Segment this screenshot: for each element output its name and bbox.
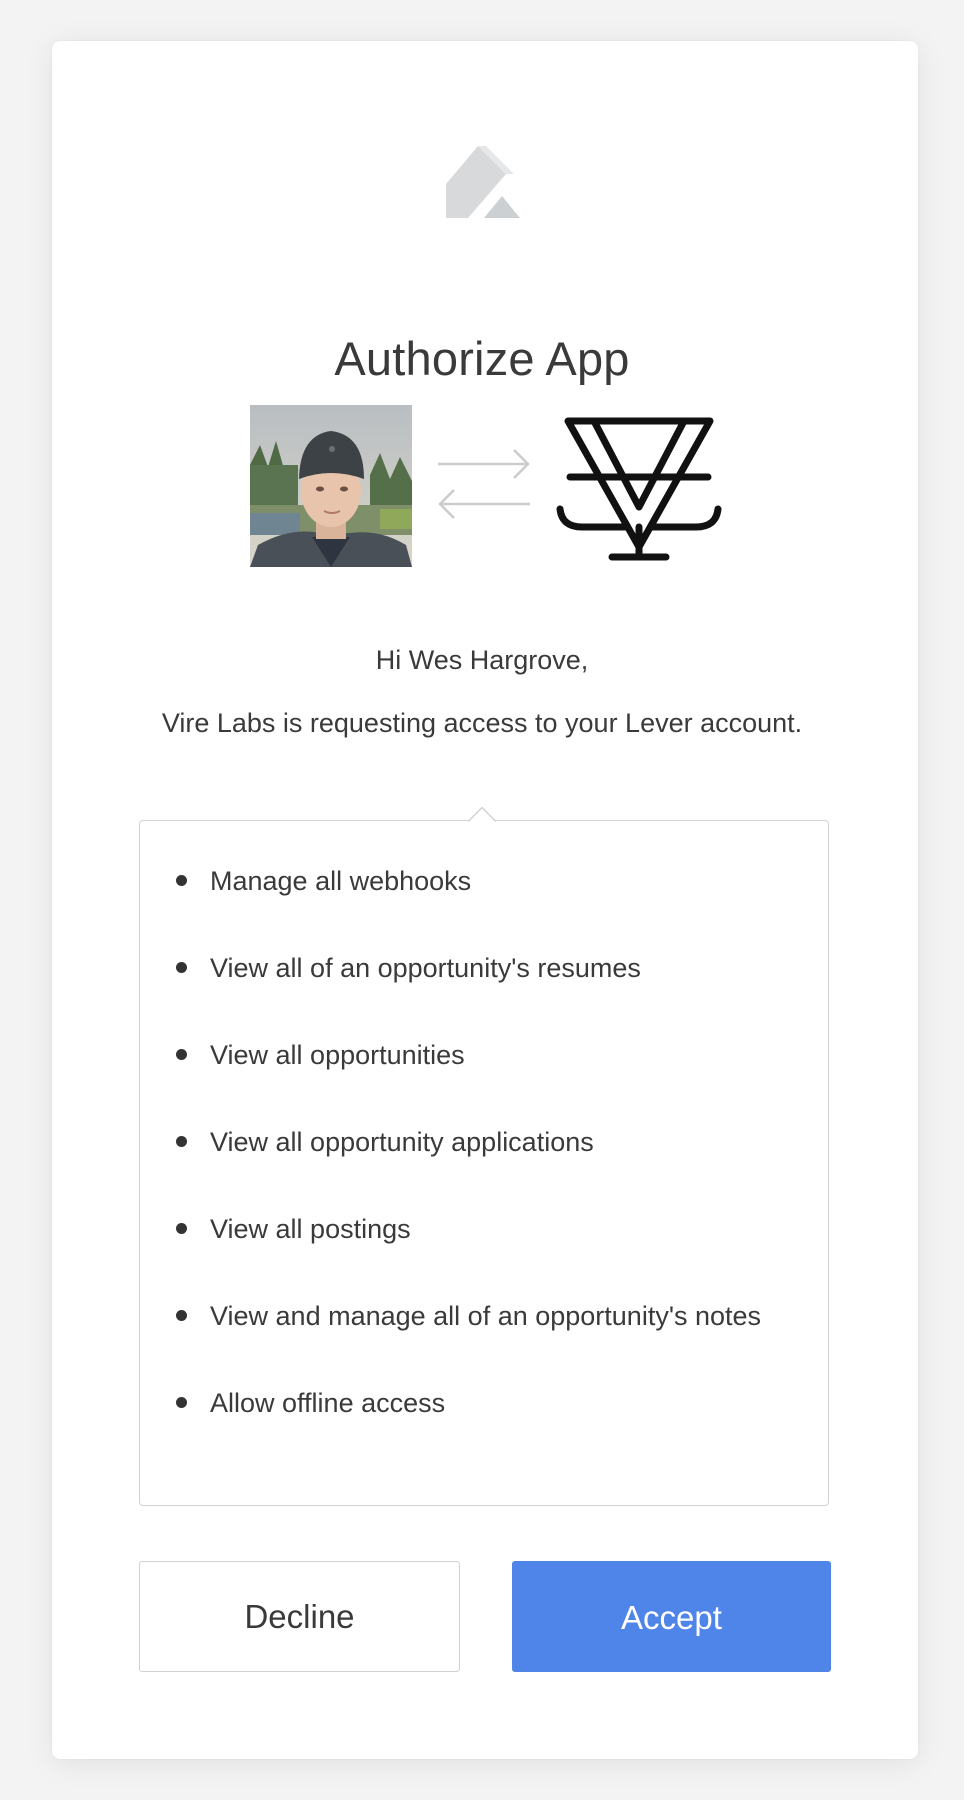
- bullet-icon: [176, 962, 187, 973]
- permission-label: View all postings: [210, 1214, 411, 1244]
- scopes-pointer: [468, 806, 496, 822]
- permission-label: View all of an opportunity's resumes: [210, 953, 641, 983]
- permission-item: [176, 855, 788, 907]
- permission-item: [176, 1203, 788, 1255]
- permission-label: Manage all webhooks: [210, 866, 472, 896]
- vire-labs-logo-icon: [556, 415, 722, 565]
- avatar-photo: [250, 405, 412, 567]
- bullet-icon: [176, 1223, 187, 1234]
- lever-logo-icon: [446, 146, 522, 220]
- permission-label: View all opportunities: [210, 1040, 465, 1070]
- swap-arrows-icon: [436, 448, 532, 522]
- bullet-icon: [176, 1049, 187, 1060]
- permission-item: [176, 1116, 788, 1168]
- bullet-icon: [176, 875, 187, 886]
- decline-button[interactable]: Decline: [139, 1561, 460, 1672]
- permission-label: View all opportunity applications: [210, 1127, 594, 1157]
- permissions-list: [140, 821, 828, 1429]
- bullet-icon: [176, 1136, 187, 1147]
- accept-button[interactable]: Accept: [512, 1561, 831, 1672]
- request-message: Vire Labs is requesting access to your Lever account.: [161, 708, 803, 738]
- greeting-text: Hi Wes Hargrove,: [375, 645, 589, 675]
- permission-item: [176, 1029, 788, 1081]
- bullet-icon: [176, 1397, 187, 1408]
- permission-item: [176, 942, 788, 994]
- permission-label: View and manage all of an opportunity's notes: [210, 1301, 762, 1331]
- bullet-icon: [176, 1310, 187, 1321]
- page-title: Authorize App: [334, 332, 630, 386]
- permissions-panel: [139, 820, 829, 1506]
- permission-label: Allow offline access: [210, 1388, 446, 1418]
- permission-item: [176, 1290, 788, 1342]
- permission-item: [176, 1377, 788, 1429]
- user-avatar: [250, 405, 412, 567]
